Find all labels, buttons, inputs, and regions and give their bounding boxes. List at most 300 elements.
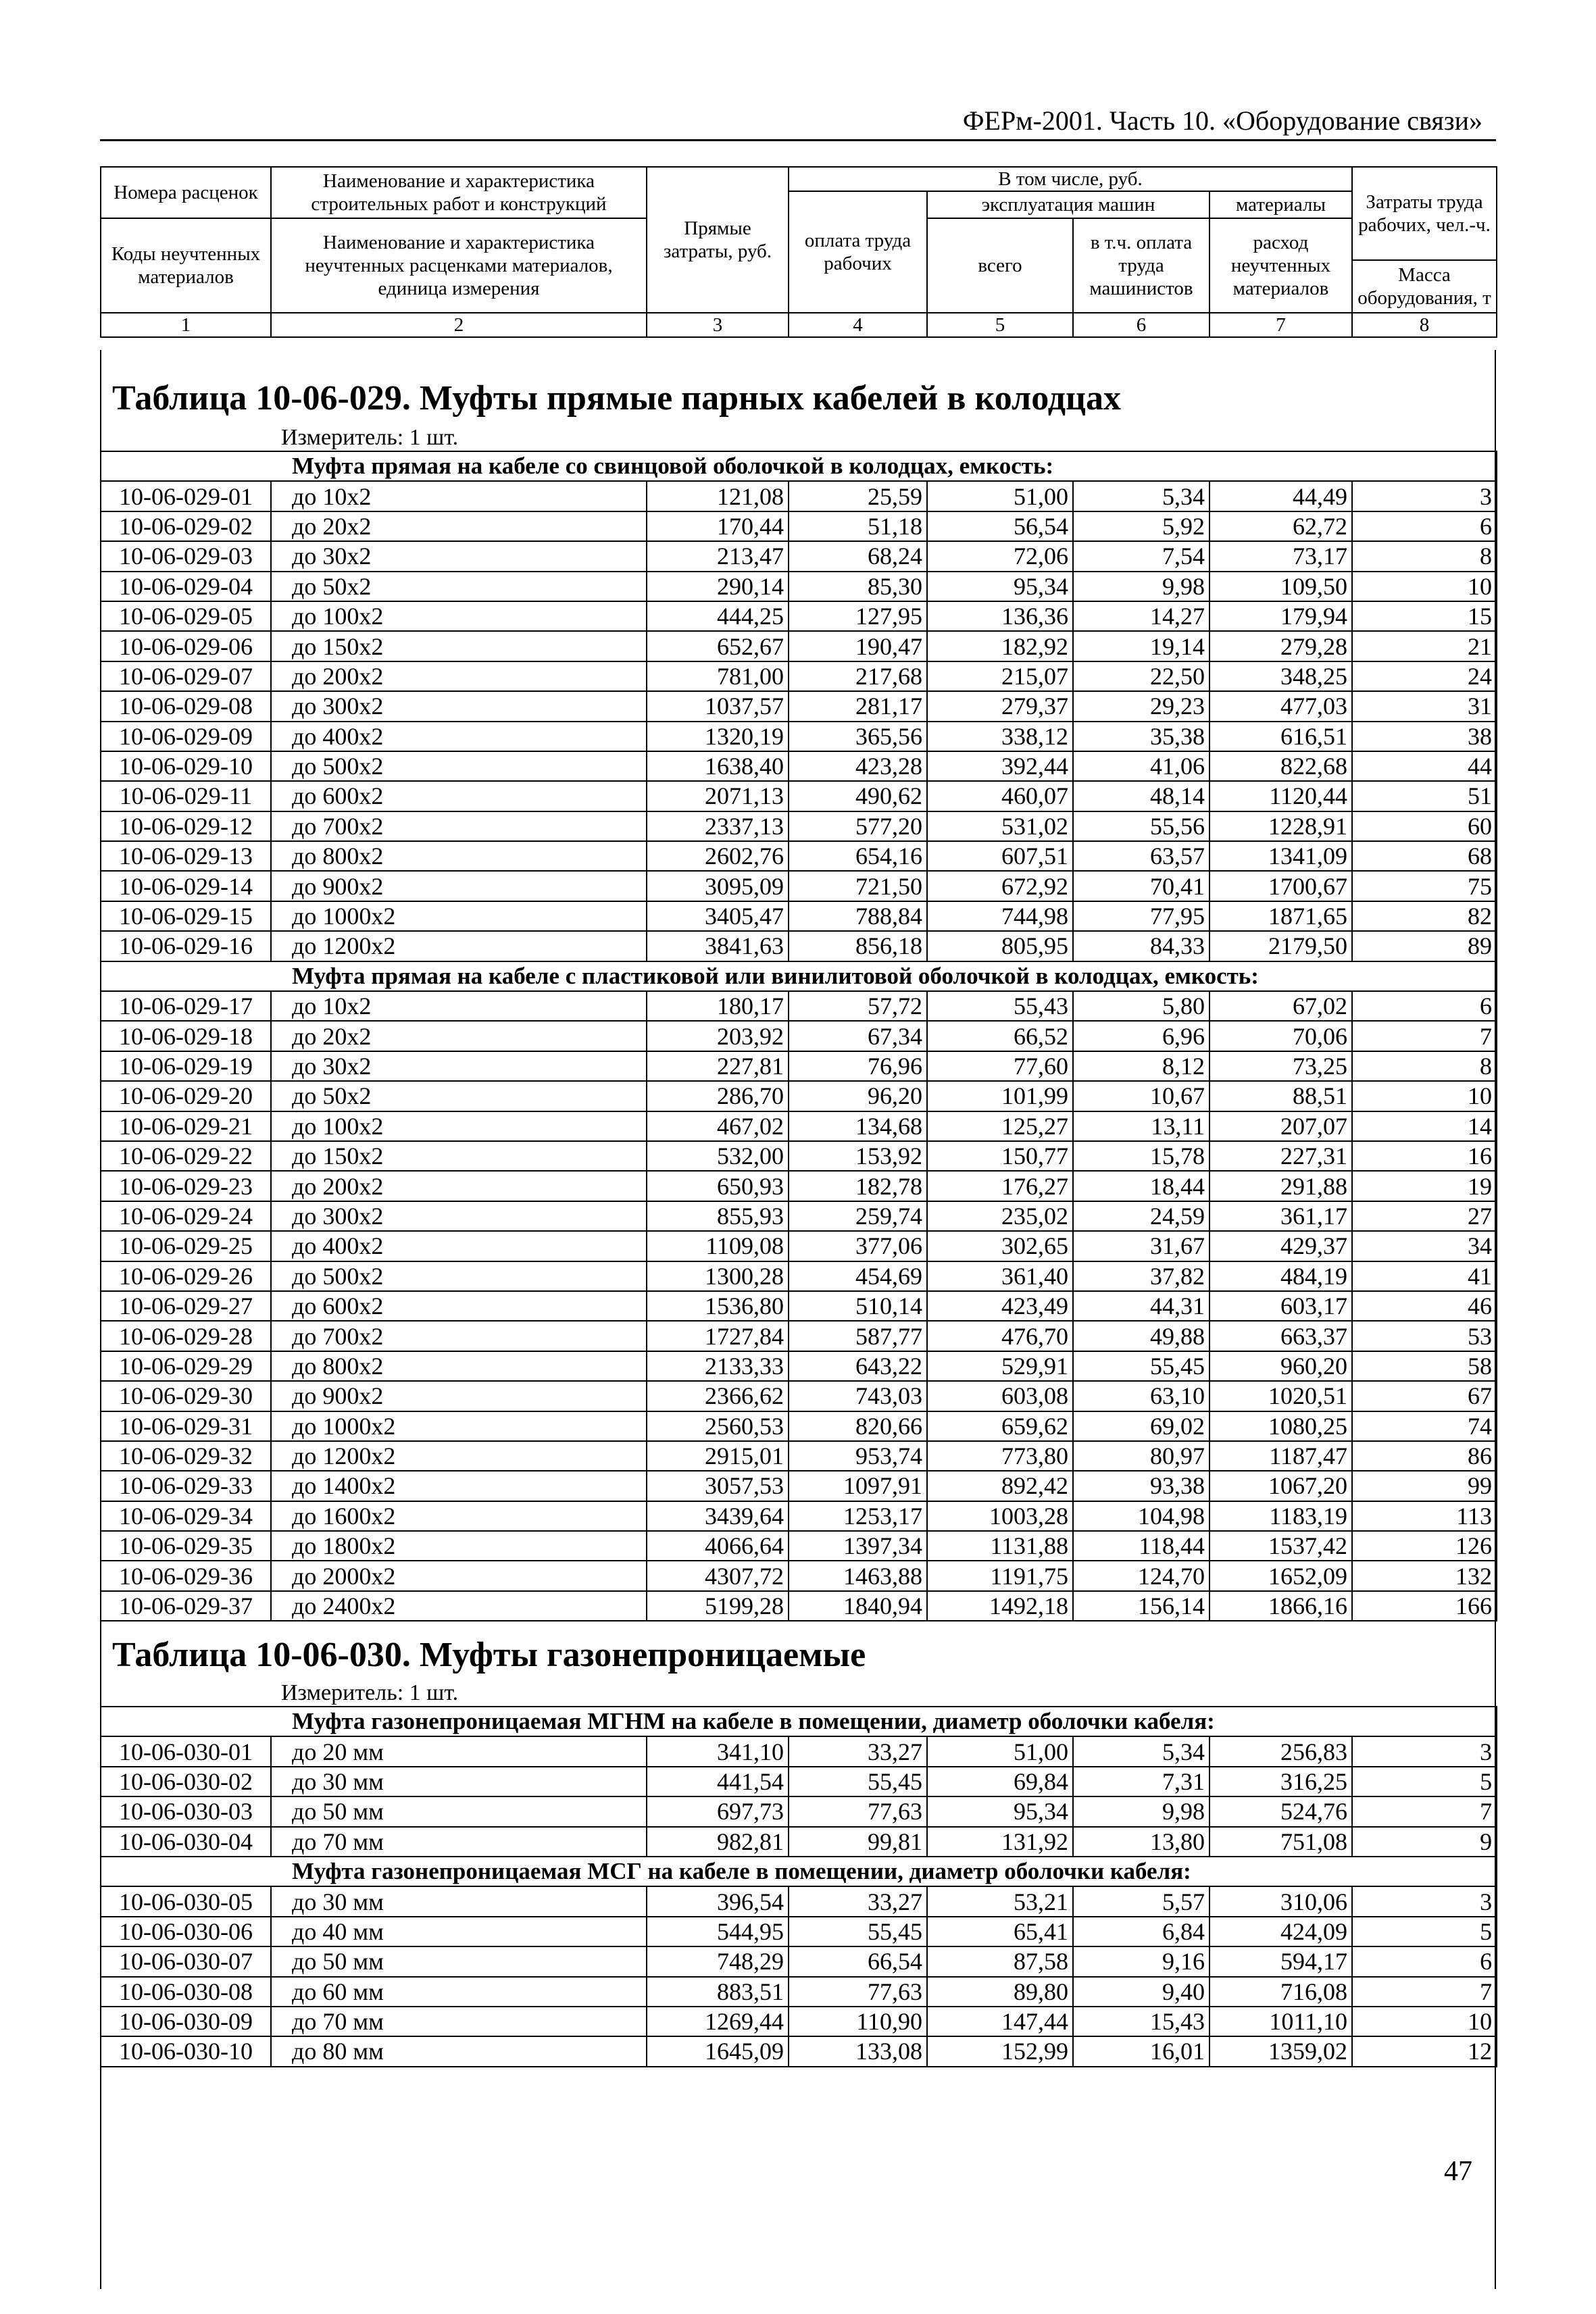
materials: 1652,09 [1210,1561,1352,1590]
materials: 88,51 [1210,1081,1352,1111]
rate-code: 10-06-029-24 [101,1201,271,1231]
machine-total: 65,41 [927,1917,1073,1946]
rate-code: 10-06-029-30 [101,1381,271,1411]
work-description: до 50x2 [271,1081,647,1111]
direct-cost: 748,29 [647,1946,789,1976]
direct-cost: 227,81 [647,1051,789,1081]
materials: 291,88 [1210,1171,1352,1201]
operator-pay: 19,14 [1073,631,1210,661]
materials: 256,83 [1210,1736,1352,1766]
direct-cost: 1727,84 [647,1321,789,1351]
operator-pay: 6,96 [1073,1021,1210,1051]
direct-cost: 2560,53 [647,1411,789,1441]
work-description: до 1800x2 [271,1531,647,1561]
materials: 361,17 [1210,1201,1352,1231]
operator-pay: 63,10 [1073,1381,1210,1411]
page-number: 47 [1444,2156,1472,2187]
rate-code: 10-06-029-01 [101,481,271,511]
direct-cost: 441,54 [647,1767,789,1796]
page-header-title: ФЕРм-2001. Часть 10. «Оборудование связи» [962,105,1482,136]
labor-hours: 10 [1352,572,1497,601]
rate-code: 10-06-029-16 [101,931,271,961]
rate-code: 10-06-029-25 [101,1231,271,1261]
labor-pay: 217,68 [789,661,927,691]
direct-cost: 3057,53 [647,1471,789,1501]
rate-code: 10-06-029-19 [101,1051,271,1081]
machine-total: 95,34 [927,572,1073,601]
machine-total: 101,99 [927,1081,1073,1111]
labor-hours: 9 [1352,1827,1497,1857]
group-header: В том числе, руб. [789,167,1352,191]
rate-code: 10-06-029-26 [101,1261,271,1291]
work-description: до 20x2 [271,1021,647,1051]
table-row [101,1261,1497,1291]
labor-pay: 67,34 [789,1021,927,1051]
operator-pay: 70,41 [1073,871,1210,901]
labor-hours: 68 [1352,841,1497,871]
table-row [101,1411,1497,1441]
table-row [101,931,1497,961]
operator-pay: 55,56 [1073,811,1210,841]
direct-cost: 203,92 [647,1021,789,1051]
rate-code: 10-06-029-22 [101,1141,271,1171]
machine-total: 53,21 [927,1886,1073,1916]
table-row [101,841,1497,871]
direct-cost: 396,54 [647,1886,789,1916]
machine-total: 476,70 [927,1321,1073,1351]
machine-total: 56,54 [927,511,1073,541]
table-row [101,871,1497,901]
machine-total: 150,77 [927,1141,1073,1171]
direct-cost: 544,95 [647,1917,789,1946]
labor-hours: 24 [1352,661,1497,691]
operator-pay: 24,59 [1073,1201,1210,1231]
work-description: до 30x2 [271,541,647,571]
labor-pay: 99,81 [789,1827,927,1857]
table-row [101,1827,1497,1857]
group-heading-row [101,961,1497,991]
machine-total: 182,92 [927,631,1073,661]
labor-hours: 7 [1352,1021,1497,1051]
labor-hours: 8 [1352,1051,1497,1081]
labor-pay: 643,22 [789,1351,927,1381]
col-num: 8 [1352,313,1497,337]
labor-pay: 57,72 [789,991,927,1021]
work-description: до 1600x2 [271,1501,647,1531]
labor-pay: 133,08 [789,2036,927,2066]
direct-cost: 2366,62 [647,1381,789,1411]
operator-pay: 9,16 [1073,1946,1210,1976]
direct-cost: 2915,01 [647,1441,789,1471]
operator-pay: 63,57 [1073,841,1210,871]
machine-total: 77,60 [927,1051,1073,1081]
work-description: до 200x2 [271,1171,647,1201]
labor-hours: 113 [1352,1501,1497,1531]
rate-code: 10-06-030-05 [101,1886,271,1916]
direct-cost: 1109,08 [647,1231,789,1261]
rate-code: 10-06-029-14 [101,871,271,901]
table-row [101,1381,1497,1411]
work-description: до 150x2 [271,631,647,661]
materials: 279,28 [1210,631,1352,661]
labor-pay: 743,03 [789,1381,927,1411]
labor-pay: 55,45 [789,1917,927,1946]
operator-pay: 48,14 [1073,781,1210,811]
labor-hours: 19 [1352,1171,1497,1201]
labor-hours: 53 [1352,1321,1497,1351]
labor-pay: 820,66 [789,1411,927,1441]
direct-cost: 2337,13 [647,811,789,841]
table-row [101,2036,1497,2066]
machine-total: 338,12 [927,722,1073,751]
direct-cost: 3405,47 [647,901,789,931]
machine-total: 805,95 [927,931,1073,961]
labor-pay: 721,50 [789,871,927,901]
materials: 1011,10 [1210,2007,1352,2036]
machine-total: 72,06 [927,541,1073,571]
rate-code: 10-06-029-31 [101,1411,271,1441]
labor-pay: 55,45 [789,1767,927,1796]
labor-pay: 510,14 [789,1291,927,1321]
labor-hours: 10 [1352,2007,1497,2036]
materials: 1228,91 [1210,811,1352,841]
labor-pay: 577,20 [789,811,927,841]
operator-pay: 18,44 [1073,1171,1210,1201]
work-description: до 50x2 [271,572,647,601]
work-description: до 300x2 [271,691,647,721]
labor-hours: 67 [1352,1381,1497,1411]
work-description: до 900x2 [271,871,647,901]
direct-cost: 883,51 [647,1977,789,2007]
labor-hours: 46 [1352,1291,1497,1321]
operator-pay: 84,33 [1073,931,1210,961]
machine-total: 1191,75 [927,1561,1073,1590]
table-row [101,1946,1497,1976]
materials: 179,94 [1210,601,1352,631]
work-description: до 2000x2 [271,1561,647,1590]
table-row [101,781,1497,811]
materials: 73,25 [1210,1051,1352,1081]
labor-pay: 1463,88 [789,1561,927,1590]
rate-code: 10-06-029-18 [101,1021,271,1051]
materials: 310,06 [1210,1886,1352,1916]
rate-code: 10-06-029-17 [101,991,271,1021]
direct-cost: 121,08 [647,481,789,511]
table-body [101,1707,1497,2067]
operator-pay: 15,78 [1073,1141,1210,1171]
table-row [101,1231,1497,1261]
labor-pay: 259,74 [789,1201,927,1231]
labor-hours: 10 [1352,1081,1497,1111]
labor-hours: 41 [1352,1261,1497,1291]
table-row [101,541,1497,571]
materials: 1537,42 [1210,1531,1352,1561]
rate-code: 10-06-029-37 [101,1591,271,1621]
table-row [101,1051,1497,1081]
table-row [101,1796,1497,1826]
table-row [101,811,1497,841]
table-section [100,1635,1496,2067]
labor-hours: 7 [1352,1796,1497,1826]
rate-code: 10-06-029-10 [101,751,271,781]
labor-hours: 5 [1352,1917,1497,1946]
rate-code: 10-06-029-35 [101,1531,271,1561]
col-num: 3 [647,313,789,337]
table-row [101,1351,1497,1381]
work-description: до 30 мм [271,1886,647,1916]
materials: 1866,16 [1210,1591,1352,1621]
materials: 716,08 [1210,1977,1352,2007]
labor-hours: 58 [1352,1351,1497,1381]
materials: 429,37 [1210,1231,1352,1261]
labor-hours: 3 [1352,1886,1497,1916]
price-table [100,451,1497,1621]
labor-hours: 15 [1352,601,1497,631]
col3-header: Прямые затраты, руб. [647,167,789,313]
table-row [101,1171,1497,1201]
col-num: 7 [1210,313,1352,337]
table-row [101,1767,1497,1796]
operator-pay: 14,27 [1073,601,1210,631]
labor-hours: 7 [1352,1977,1497,2007]
labor-hours: 44 [1352,751,1497,781]
table-row [101,1886,1497,1916]
direct-cost: 5199,28 [647,1591,789,1621]
operator-pay: 9,98 [1073,572,1210,601]
group-heading-row [101,1857,1497,1886]
machine-total: 69,84 [927,1767,1073,1796]
direct-cost: 855,93 [647,1201,789,1231]
col-num: 2 [271,313,647,337]
materials: 822,68 [1210,751,1352,781]
table-row [101,1977,1497,2007]
rate-code: 10-06-029-07 [101,661,271,691]
table-row [101,751,1497,781]
labor-hours: 82 [1352,901,1497,931]
rate-code: 10-06-029-36 [101,1561,271,1590]
rate-code: 10-06-030-10 [101,2036,271,2066]
direct-cost: 3841,63 [647,931,789,961]
labor-hours: 51 [1352,781,1497,811]
col-num: 6 [1073,313,1210,337]
rate-code: 10-06-029-34 [101,1501,271,1531]
table-row [101,1201,1497,1231]
labor-hours: 89 [1352,931,1497,961]
group-heading: Муфта прямая на кабеле с пластиковой или винилитовой оболочкой в колодцах, емкость: [101,961,1497,991]
machine-total: 773,80 [927,1441,1073,1471]
machine-total: 215,07 [927,661,1073,691]
work-description: до 1200x2 [271,1441,647,1471]
machine-total: 1492,18 [927,1591,1073,1621]
materials: 1700,67 [1210,871,1352,901]
col5-header: всего [927,218,1073,313]
direct-cost: 650,93 [647,1171,789,1201]
col7-header: расход неучтенных материалов [1210,218,1352,313]
table-title: Таблица 10-06-029. Муфты прямые парных кабелей в колодцах [112,379,1121,418]
materials: 70,06 [1210,1021,1352,1051]
labor-hours: 6 [1352,511,1497,541]
work-description: до 1200x2 [271,931,647,961]
labor-pay: 654,16 [789,841,927,871]
materials: 316,25 [1210,1767,1352,1796]
work-description: до 70 мм [271,2007,647,2036]
materials: 960,20 [1210,1351,1352,1381]
col6-header: в т.ч. оплата труда машинистов [1073,218,1210,313]
operator-pay: 37,82 [1073,1261,1210,1291]
labor-hours: 8 [1352,541,1497,571]
labor-pay: 110,90 [789,2007,927,2036]
materials: 207,07 [1210,1111,1352,1141]
work-description: до 20x2 [271,511,647,541]
materials: 424,09 [1210,1917,1352,1946]
labor-pay: 856,18 [789,931,927,961]
labor-pay: 377,06 [789,1231,927,1261]
rate-code: 10-06-029-29 [101,1351,271,1381]
rate-code: 10-06-029-33 [101,1471,271,1501]
operator-pay: 7,54 [1073,541,1210,571]
labor-pay: 76,96 [789,1051,927,1081]
col8-top-header: Затраты труда рабочих, чел.-ч. [1352,167,1497,260]
table-title: Таблица 10-06-030. Муфты газонепроницаемые [112,1636,866,1674]
machine-total: 89,80 [927,1977,1073,2007]
rate-code: 10-06-030-02 [101,1767,271,1796]
labor-pay: 96,20 [789,1081,927,1111]
group-heading: Муфта газонепроницаемая МСГ на кабеле в помещении, диаметр оболочки кабеля: [101,1857,1497,1886]
direct-cost: 170,44 [647,511,789,541]
labor-hours: 38 [1352,722,1497,751]
direct-cost: 781,00 [647,661,789,691]
operator-pay: 5,34 [1073,1736,1210,1766]
table-row [101,691,1497,721]
direct-cost: 1638,40 [647,751,789,781]
direct-cost: 4307,72 [647,1561,789,1590]
materials: 663,37 [1210,1321,1352,1351]
rate-code: 10-06-029-02 [101,511,271,541]
work-description: до 500x2 [271,751,647,781]
table-row [101,1291,1497,1321]
table-row [101,1321,1497,1351]
labor-hours: 21 [1352,631,1497,661]
table-row [101,1917,1497,1946]
direct-cost: 3439,64 [647,1501,789,1531]
labor-hours: 14 [1352,1111,1497,1141]
table-row [101,661,1497,691]
operator-pay: 49,88 [1073,1321,1210,1351]
labor-pay: 281,17 [789,691,927,721]
materials: 1067,20 [1210,1471,1352,1501]
materials: 1871,65 [1210,901,1352,931]
labor-pay: 1253,17 [789,1501,927,1531]
operator-pay: 31,67 [1073,1231,1210,1261]
machine-total: 392,44 [927,751,1073,781]
operator-pay: 156,14 [1073,1591,1210,1621]
operator-pay: 13,11 [1073,1111,1210,1141]
rate-code: 10-06-030-06 [101,1917,271,1946]
price-table [100,1706,1497,2067]
rate-code: 10-06-029-09 [101,722,271,751]
table-row [101,631,1497,661]
rate-code: 10-06-029-05 [101,601,271,631]
machine-total: 531,02 [927,811,1073,841]
materials: 1187,47 [1210,1441,1352,1471]
work-description: до 1000x2 [271,1411,647,1441]
machine-total: 51,00 [927,1736,1073,1766]
rate-code: 10-06-029-23 [101,1171,271,1201]
labor-hours: 3 [1352,1736,1497,1766]
materials: 751,08 [1210,1827,1352,1857]
operator-pay: 22,50 [1073,661,1210,691]
direct-cost: 1645,09 [647,2036,789,2066]
operator-pay: 44,31 [1073,1291,1210,1321]
table-row [101,1441,1497,1471]
machine-total: 744,98 [927,901,1073,931]
table-row [101,572,1497,601]
materials: 62,72 [1210,511,1352,541]
labor-pay: 1097,91 [789,1471,927,1501]
operator-pay: 80,97 [1073,1441,1210,1471]
machine-total: 95,34 [927,1796,1073,1826]
rate-code: 10-06-029-03 [101,541,271,571]
work-description: до 500x2 [271,1261,647,1291]
materials: 603,17 [1210,1291,1352,1321]
machine-total: 529,91 [927,1351,1073,1381]
col1-bottom-header: Коды неучтенных материалов [101,218,271,313]
work-description: до 200x2 [271,661,647,691]
rate-code: 10-06-029-20 [101,1081,271,1111]
materials: 44,49 [1210,481,1352,511]
materials: 484,19 [1210,1261,1352,1291]
direct-cost: 467,02 [647,1111,789,1141]
labor-hours: 16 [1352,1141,1497,1171]
group-heading-row [101,1707,1497,1736]
labor-pay: 454,69 [789,1261,927,1291]
work-description: до 20 мм [271,1736,647,1766]
machine-total: 423,49 [927,1291,1073,1321]
col2-bottom-header: Наименование и характеристика неучтенных расценками материалов, единица измерения [271,218,647,313]
operator-pay: 77,95 [1073,901,1210,931]
materials: 2179,50 [1210,931,1352,961]
rate-code: 10-06-029-21 [101,1111,271,1141]
machine-total: 302,65 [927,1231,1073,1261]
operator-pay: 29,23 [1073,691,1210,721]
work-description: до 1400x2 [271,1471,647,1501]
direct-cost: 532,00 [647,1141,789,1171]
machine-total: 131,92 [927,1827,1073,1857]
labor-pay: 33,27 [789,1886,927,1916]
operator-pay: 35,38 [1073,722,1210,751]
work-description: до 100x2 [271,601,647,631]
materials: 73,17 [1210,541,1352,571]
machine-total: 125,27 [927,1111,1073,1141]
materials: 1120,44 [1210,781,1352,811]
group-heading-row [101,451,1497,481]
table-row [101,901,1497,931]
machine-total: 136,36 [927,601,1073,631]
machine-total: 279,37 [927,691,1073,721]
operator-pay: 9,98 [1073,1796,1210,1826]
table-row [101,1111,1497,1141]
labor-pay: 788,84 [789,901,927,931]
table-row [101,1471,1497,1501]
direct-cost: 286,70 [647,1081,789,1111]
work-description: до 400x2 [271,1231,647,1261]
machine-total: 152,99 [927,2036,1073,2066]
rate-code: 10-06-029-11 [101,781,271,811]
table-measure: Измеритель: 1 шт. [281,1680,459,1705]
labor-hours: 34 [1352,1231,1497,1261]
labor-pay: 153,92 [789,1141,927,1171]
table-row [101,1021,1497,1051]
